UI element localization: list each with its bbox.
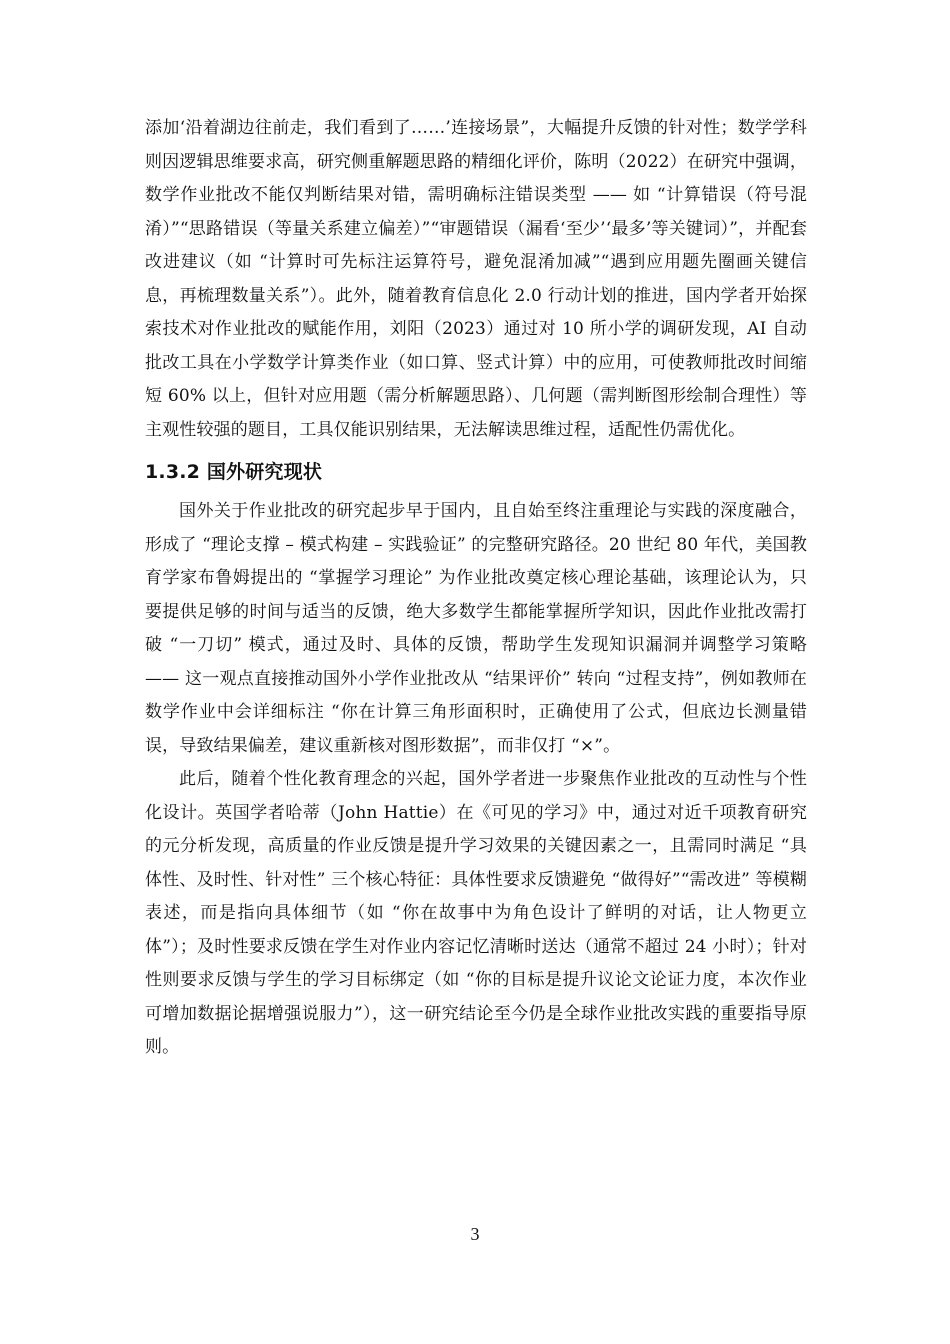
body-paragraph-2: 此后，随着个性化教育理念的兴起，国外学者进一步聚焦作业批改的互动性与个性化设计。英国学者哈蒂（John Hattie）在《可见的学习》中，通过对近千项教育研究的元分析发现，高质量的作业反馈是提升学习效果的关键因素之一，且需同时满足 “具体性、及时性、针对性” 三个核心特征：具体性要求反馈避免 “做得好”“需改进” 等模糊表述，而是指向具体细节（如 “你在故事中为角色设计了鲜明的对话，让人物更立体”）；及时性要求反馈在学生对作业内容记忆清晰时送达（通常不超过 24 小时）；针对性则要求反馈与学生的学习目标绑定（如 “你的目标是提升议论文论证力度，本次作业可增加数据论据增强说服力”），这一研究结论至今仍是全球作业批改实践的重要指导原则。: [145, 769, 807, 1057]
body-paragraph-1: 国外关于作业批改的研究起步早于国内，且自始至终注重理论与实践的深度融合，形成了 “理论支撑 – 模式构建 – 实践验证” 的完整研究路径。20 世纪 80 年代，美国教育学家布鲁姆提出的 “掌握学习理论” 为作业批改奠定核心理论基础，该理论认为，只要提供足够的时间与适当的反馈，绝大多数学生都能掌握所学知识，因此作业批改需打破 “一刀切” 模式，通过及时、具体的反馈，帮助学生发现知识漏洞并调整学习策略 —— 这一观点直接推动国外小学作业批改从 “结果评价” 转向 “过程支持”，例如教师在数学作业中会详细标注 “你在计算三角形面积时，正确使用了公式，但底边长测量错误，导致结果偏差，建议重新核对图形数据”，而非仅打 “×”。: [145, 501, 807, 756]
section-heading: 1.3.2 国外研究现状: [145, 461, 323, 483]
continued-paragraph: 添加‘沿着湖边往前走，我们看到了……’连接场景”，大幅提升反馈的针对性；数学学科则因逻辑思维要求高，研究侧重解题思路的精细化评价，陈明（2022）在研究中强调，数学作业批改不能仅判断结果对错，需明确标注错误类型 —— 如 “计算错误（符号混淆）”“思路错误（等量关系建立偏差）”“审题错误（漏看‘至少’‘最多’等关键词）”，并配套改进建议（如 “计算时可先标注运算符号，避免混淆加减”“遇到应用题先圈画关键信息，再梳理数量关系”）。此外，随着教育信息化 2.0 行动计划的推进，国内学者开始探索技术对作业批改的赋能作用，刘阳（2023）通过对 10 所小学的调研发现，AI 自动批改工具在小学数学计算类作业（如口算、竖式计算）中的应用，可使教师批改时间缩短 60% 以上，但针对应用题（需分析解题思路）、几何题（需判断图形绘制合理性）等主观性较强的题目，工具仅能识别结果，无法解读思维过程，适配性仍需优化。: [145, 118, 807, 440]
page-body: [145, 112, 807, 1065]
page-number: 3: [470, 1224, 480, 1244]
